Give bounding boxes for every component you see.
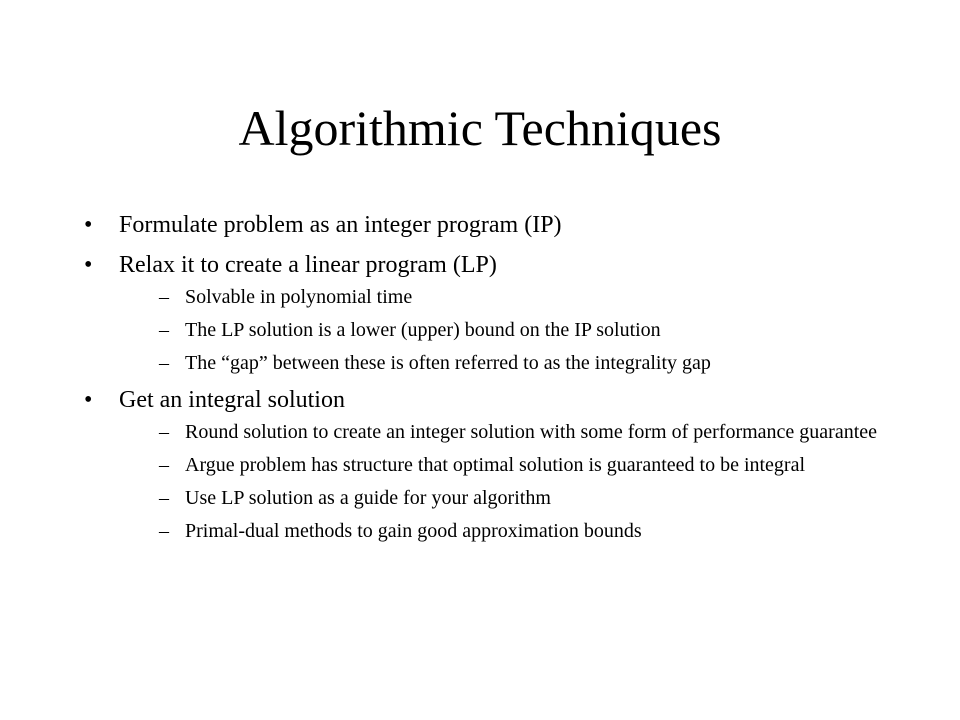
bullet-marker: • — [84, 212, 93, 238]
dash-marker: – — [159, 286, 169, 308]
sub-bullet-item — [159, 286, 884, 308]
bullet-item — [84, 385, 884, 542]
dash-marker: – — [159, 487, 169, 509]
sub-bullet-list — [159, 286, 884, 374]
dash-marker: – — [159, 421, 169, 443]
bullet-marker: • — [84, 387, 93, 413]
sub-bullet-item — [159, 319, 884, 341]
sub-bullet-item — [159, 487, 884, 509]
bullet-text: Formulate problem as an integer program (IP) — [119, 212, 562, 238]
bullet-item — [84, 250, 884, 374]
bullet-item — [84, 210, 884, 240]
bullet-marker: • — [84, 252, 93, 278]
sub-bullet-text: Round solution to create an integer solution with some form of performance guarantee — [185, 421, 878, 443]
sub-bullet-text: Use LP solution as a guide for your algorithm — [185, 487, 551, 509]
sub-bullet-text: The “gap” between these is often referred to as the integrality gap — [185, 352, 711, 374]
bullet-list — [84, 210, 884, 553]
sub-bullet-text: Primal-dual methods to gain good approximation bounds — [185, 520, 642, 542]
bullet-text: Relax it to create a linear program (LP) — [119, 252, 497, 278]
sub-bullet-list — [159, 421, 884, 542]
slide-title: Algorithmic Techniques — [238, 100, 722, 156]
sub-bullet-text: The LP solution is a lower (upper) bound on the IP solution — [185, 319, 661, 341]
sub-bullet-item — [159, 520, 884, 542]
dash-marker: – — [159, 352, 169, 374]
dash-marker: – — [159, 520, 169, 542]
sub-bullet-item — [159, 421, 884, 443]
sub-bullet-text: Argue problem has structure that optimal solution is guaranteed to be integral — [185, 454, 806, 476]
bullet-text: Get an integral solution — [119, 387, 345, 413]
sub-bullet-text: Solvable in polynomial time — [185, 286, 413, 308]
dash-marker: – — [159, 319, 169, 341]
dash-marker: – — [159, 454, 169, 476]
sub-bullet-item — [159, 454, 884, 476]
sub-bullet-item — [159, 352, 884, 374]
